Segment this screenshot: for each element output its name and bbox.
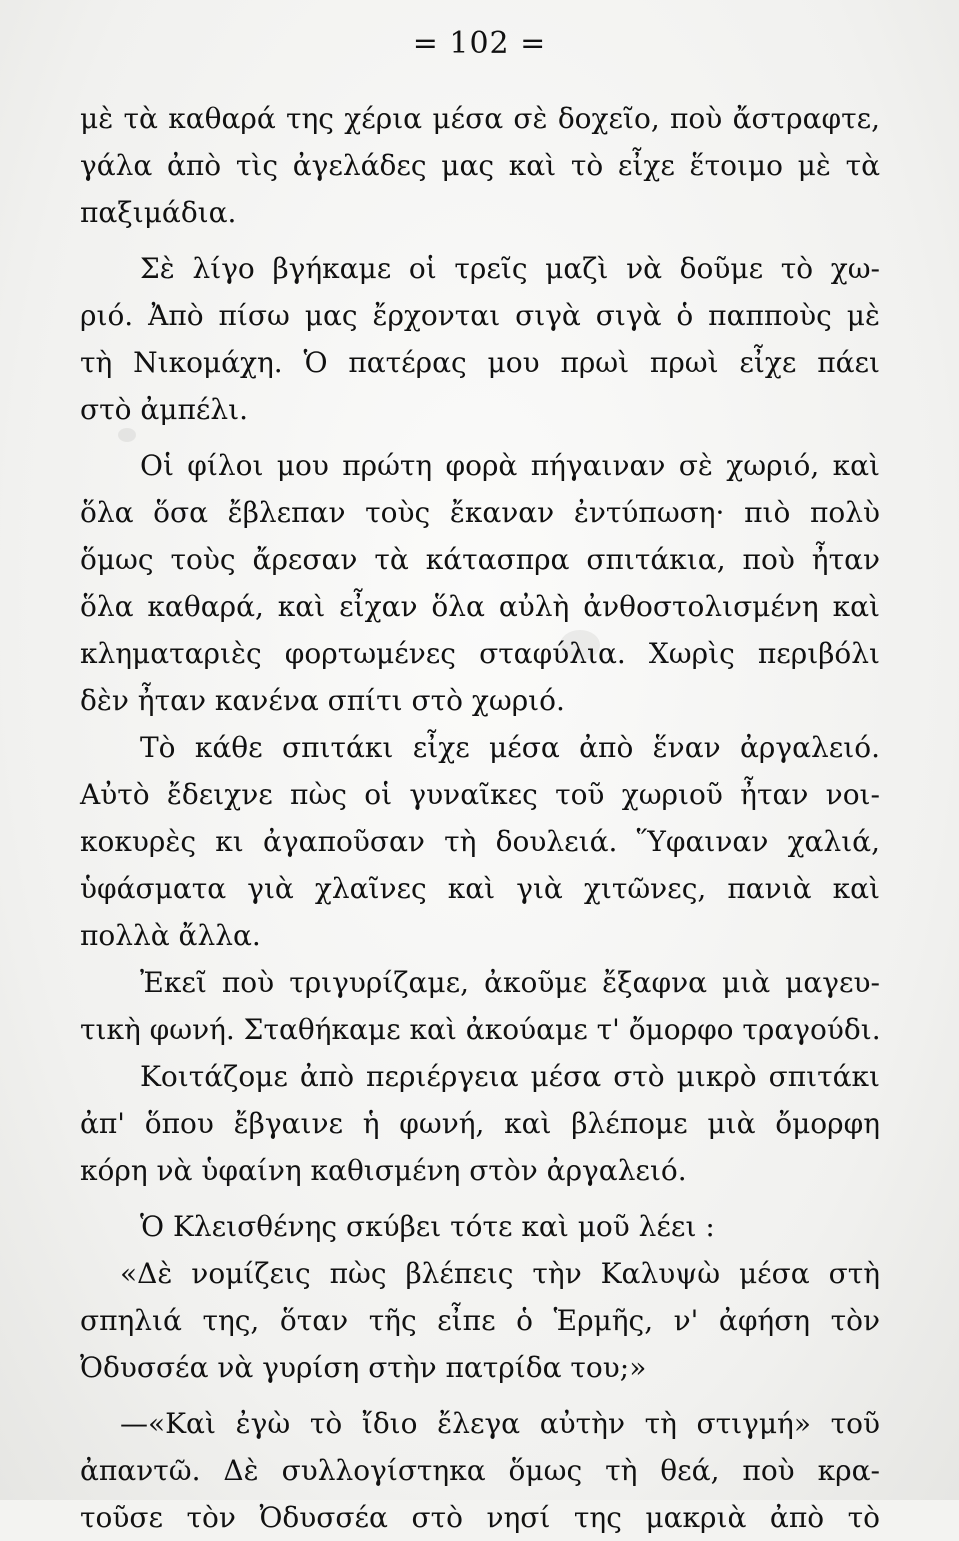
text-line: κόρη νὰ ὑφαίνη καθισμένη στὸν ἀργαλειό.: [80, 1154, 687, 1187]
text-line: κοκυρὲς κι ἀγαποῦσαν τὴ δουλειά. Ὕφαιναν χαλιά,: [80, 825, 880, 858]
text-line: —«Καὶ ἐγὼ τὸ ἴδιο ἔλεγα αὐτὴν τὴ στιγμή» τοῦ: [120, 1407, 880, 1440]
paragraph: [80, 442, 880, 724]
text-line: Ἐκεῖ ποὺ τριγυρίζαμε, ἀκοῦμε ἔξαφνα μιὰ μαγευ-: [140, 966, 880, 999]
text-line: Αὐτὸ ἔδειχνε πὼς οἱ γυναῖκες τοῦ χωριοῦ ἦταν νοι-: [80, 778, 880, 811]
text-line: Σὲ λίγο βγήκαμε οἱ τρεῖς μαζὶ νὰ δοῦμε τὸ χω-: [140, 252, 880, 285]
text-line: πολλὰ ἄλλα.: [80, 919, 261, 952]
text-line: τοῦσε τὸν Ὀδυσσέα στὸ νησί της μακριὰ ἀπὸ τὸ: [80, 1501, 880, 1534]
body-text: [80, 95, 880, 1541]
paragraph: [80, 1053, 880, 1194]
text-line: Ὀδυσσέα νὰ γυρίση στὴν πατρίδα του;»: [80, 1351, 647, 1384]
text-line: ριό. Ἀπὸ πίσω μας ἔρχονται σιγὰ σιγὰ ὁ παπποὺς μὲ: [80, 299, 880, 332]
text-line: στὸ ἀμπέλι.: [80, 393, 248, 426]
text-line: ὅλα καθαρά, καὶ εἶχαν ὅλα αὐλὴ ἀνθοστολισμένη καὶ: [80, 590, 880, 623]
paragraph: [80, 245, 880, 433]
paragraph: [80, 724, 880, 959]
text-line: κληματαριὲς φορτωμένες σταφύλια. Χωρὶς περιβόλι: [80, 637, 880, 670]
text-line: Τὸ κάθε σπιτάκι εἶχε μέσα ἀπὸ ἕναν ἀργαλειό.: [140, 731, 880, 764]
text-line: σπηλιά της, ὅταν τῆς εἶπε ὁ Ἑρμῆς, ν' ἀφήση τὸν: [80, 1304, 880, 1337]
paragraph: [80, 1400, 880, 1541]
text-line: ὅμως τοὺς ἄρεσαν τὰ κάτασπρα σπιτάκια, ποὺ ἦταν: [80, 543, 880, 576]
text-line: Οἱ φίλοι μου πρώτη φορὰ πήγαιναν σὲ χωριό, καὶ: [140, 449, 880, 482]
text-line: «Δὲ νομίζεις πὼς βλέπεις τὴν Καλυψὼ μέσα στὴ: [120, 1257, 880, 1290]
paragraph: [80, 959, 880, 1053]
text-line: ὅλα ὅσα ἔβλεπαν τοὺς ἔκαναν ἐντύπωση· πιὸ πολὺ: [80, 496, 880, 529]
text-line: ἀπαντῶ. Δὲ συλλογίστηκα ὅμως τὴ θεά, ποὺ κρα-: [80, 1454, 880, 1487]
text-line: τικὴ φωνή. Σταθήκαμε καὶ ἀκούαμε τ' ὄμορφο τραγούδι.: [80, 1013, 881, 1046]
text-line: ἀπ' ὅπου ἔβγαινε ἡ φωνή, καὶ βλέπομε μιὰ ὄμορφη: [80, 1107, 880, 1140]
text-line: γάλα ἀπὸ τὶς ἀγελάδες μας καὶ τὸ εἶχε ἕτοιμο μὲ τὰ: [80, 149, 880, 182]
text-line: Κοιτάζομε ἀπὸ περιέργεια μέσα στὸ μικρὸ σπιτάκι: [140, 1060, 880, 1093]
text-line: ὑφάσματα γιὰ χλαῖνες καὶ γιὰ χιτῶνες, πανιὰ καὶ: [80, 872, 880, 905]
paragraph: [80, 95, 880, 236]
text-line: Ὁ Κλεισθένης σκύβει τότε καὶ μοῦ λέει :: [140, 1210, 715, 1243]
page-number: = 102 =: [412, 26, 547, 61]
text-line: παξιμάδια.: [80, 196, 237, 229]
paragraph: [80, 1250, 880, 1391]
text-line: δὲν ἦταν κανένα σπίτι στὸ χωριό.: [80, 684, 565, 717]
paragraph: [80, 1203, 880, 1250]
text-line: τὴ Νικομάχη. Ὁ πατέρας μου πρωὶ πρωὶ εἶχε πάει: [80, 346, 880, 379]
text-line: μὲ τὰ καθαρά της χέρια μέσα σὲ δοχεῖο, ποὺ ἄστραφτε,: [80, 102, 880, 135]
